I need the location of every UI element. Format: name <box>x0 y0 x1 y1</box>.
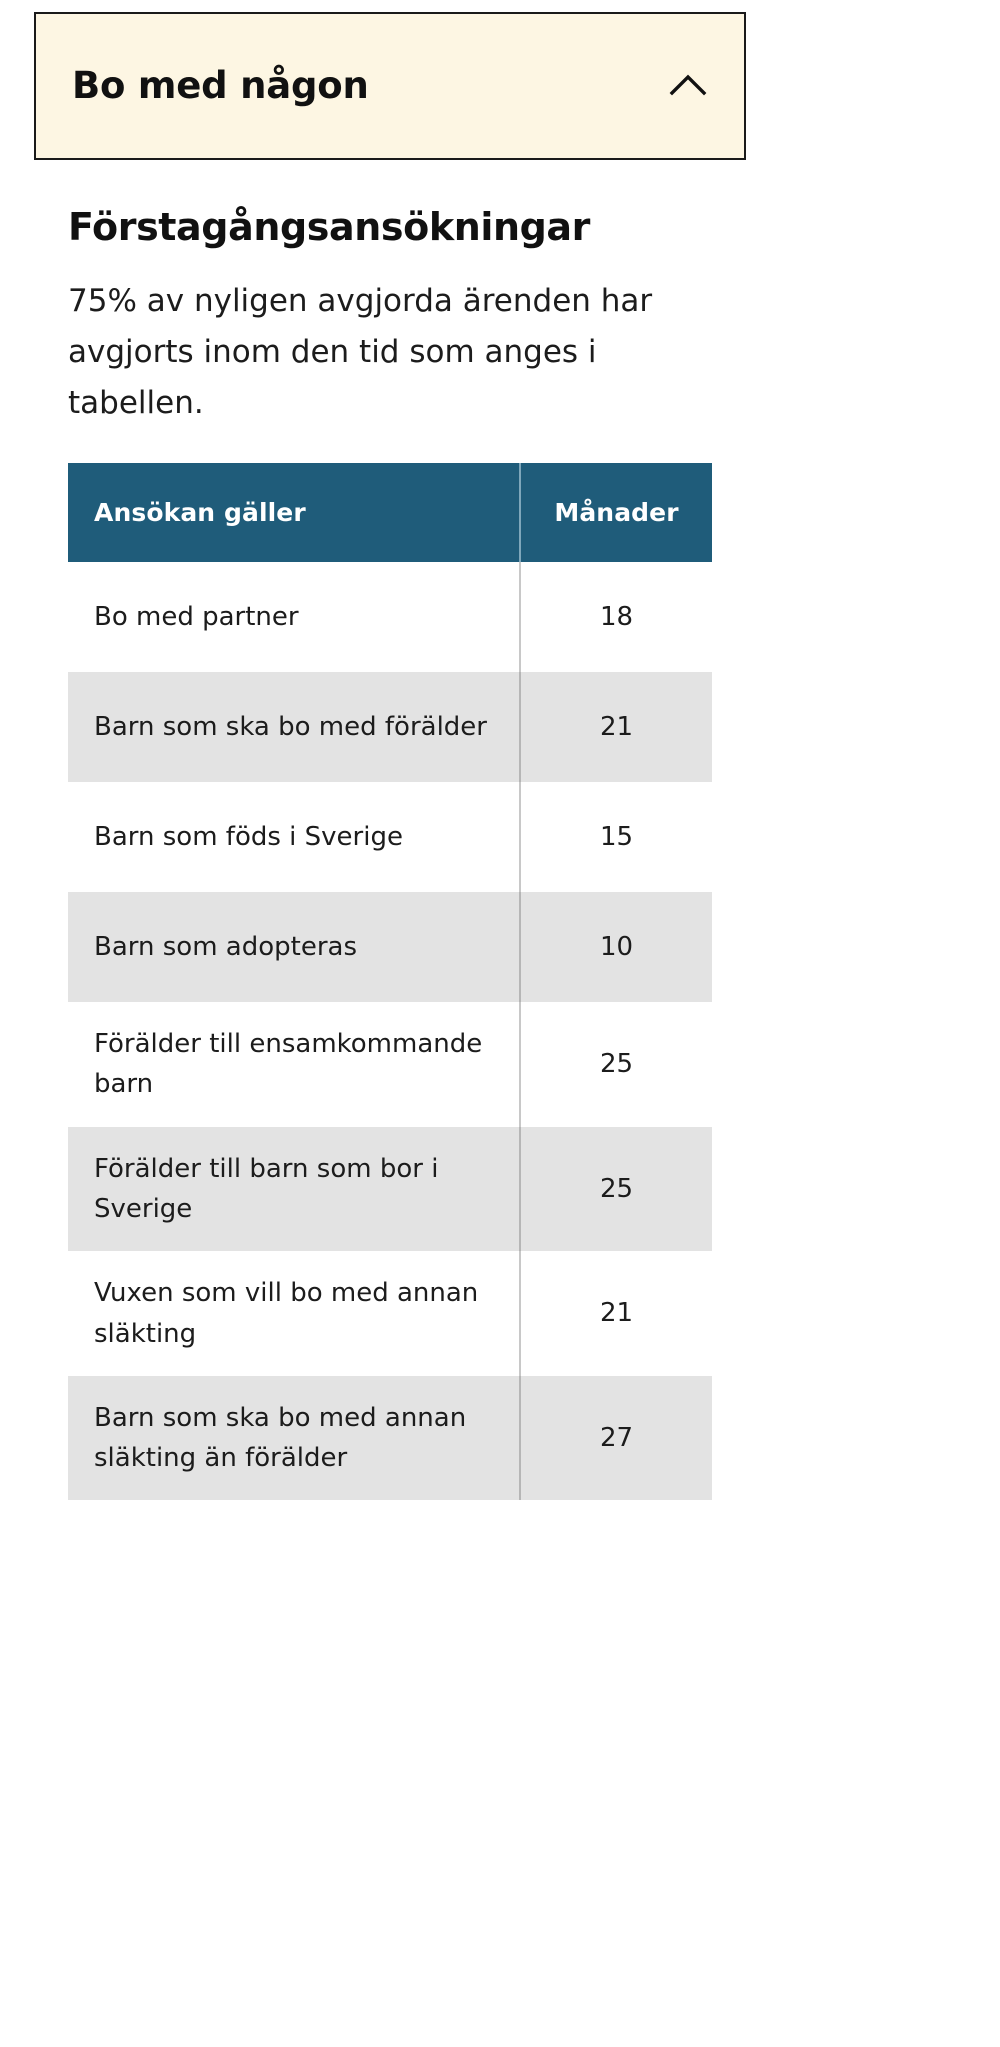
section-intro <box>34 206 746 429</box>
content-column <box>34 12 746 1500</box>
row-label: Barn som föds i Sverige <box>94 821 403 852</box>
row-label: Barn som ska bo med förälder <box>68 672 520 782</box>
table-head <box>68 463 712 562</box>
row-months: 25 <box>520 1127 712 1252</box>
table-row <box>68 1251 712 1376</box>
row-months: 25 <box>520 1002 712 1127</box>
table-header-row <box>68 463 712 562</box>
section-lead-text: 75% av nyligen avgjorda ärenden har avgjorts inom den tid som anges i tabellen. <box>68 282 653 421</box>
row-label: Barn som ska bo med annan släkting än förälder <box>68 1376 520 1501</box>
chevron-up-icon[interactable] <box>666 64 710 108</box>
table-row <box>68 1127 712 1252</box>
table-row <box>68 892 712 1002</box>
waiting-times-table <box>68 463 712 1500</box>
row-months: 27 <box>520 1376 712 1501</box>
column-header-months: Månader <box>520 463 712 562</box>
column-header-application: Ansökan gäller <box>68 463 520 562</box>
row-label: Bo med partner <box>94 601 299 632</box>
waiting-times-table-wrapper <box>34 463 746 1500</box>
table-row <box>68 562 712 672</box>
row-months: 10 <box>520 892 712 1002</box>
row-label: Förälder till barn som bor i Sverige <box>68 1127 520 1252</box>
table-body <box>68 562 712 1500</box>
page-title: Förstagångsansökningar <box>68 205 591 249</box>
row-months: 21 <box>520 672 712 782</box>
row-label: Förälder till ensamkommande barn <box>94 1029 483 1100</box>
row-months: 18 <box>520 562 712 672</box>
accordion-title: Bo med någon <box>72 63 369 107</box>
table-row <box>68 782 712 892</box>
accordion-header-bo-med-nagon[interactable] <box>34 12 746 160</box>
row-months: 21 <box>520 1251 712 1376</box>
row-months: 15 <box>520 782 712 892</box>
row-label: Barn som adopteras <box>68 892 520 1002</box>
row-label: Vuxen som vill bo med annan släkting <box>94 1278 479 1349</box>
table-row <box>68 1002 712 1127</box>
table-row <box>68 672 712 782</box>
table-row <box>68 1376 712 1501</box>
